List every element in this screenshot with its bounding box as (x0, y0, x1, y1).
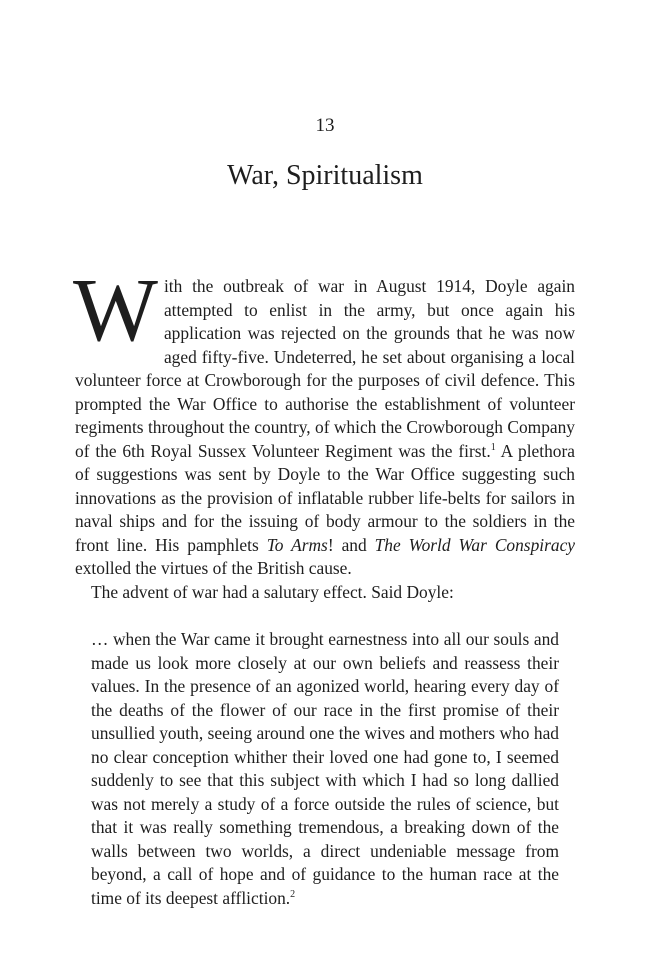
chapter-number: 13 (315, 115, 335, 136)
pamphlet-title: To Arms (266, 534, 328, 555)
block-quote (91, 628, 559, 910)
footnote-marker: 2 (290, 888, 296, 900)
drop-cap: W (73, 261, 158, 360)
paragraph-text: ith the outbreak of war in August 1914, Doyle again attempted to enlist in the army, but once again his application was rejected on the grounds that he was now aged fifty-five. Undeterred, he set about organising a local volunteer force at Crowborough for the purposes of civil defence. This prompted the War Office to authorise the establishment of volunteer regiments throughout the country, of which the Crowborough Company of the 6th Royal Sussex Volunteer Regiment was the first. (75, 276, 575, 461)
second-paragraph (75, 581, 575, 605)
quote-text: … when the War came it brought earnestness into all our souls and made us look more closely at our own beliefs and reassess their values. In the presence of an agonized world, hearing every day of the deaths of the flower of our race in the first promise of their unsullied youth, seeing around one the wives and mothers who had no clear conception whither their loved one had gone to, I seemed suddenly to see that this subject with which I had so long dallied was not merely a study of a force outside the rules of science, but that it was really something tremendous, a breaking down of the walls between two worlds, a direct undeniable message from beyond, a call of hope and of guidance to the human race at the time of its deepest affliction. (91, 629, 559, 908)
paragraph-text: A plethora of suggestions was sent by Doyle to the War Office suggesting such innovations as the provision of inflatable rubber life-belts for sailors in naval ships and for the issuing of body armour to the soldiers in the front line. His pamphlets (75, 440, 575, 555)
paragraph-text: ! and (327, 534, 375, 555)
opening-paragraph (73, 261, 576, 581)
chapter-title: War, Spiritualism (227, 160, 423, 191)
paragraph-text: The advent of war had a salutary effect. Said Doyle: (91, 581, 454, 602)
paragraph-text: extolled the virtues of the British cause. (75, 558, 352, 578)
chapter-body (73, 261, 576, 910)
pamphlet-title: The World War Conspiracy (374, 534, 576, 555)
footnote-marker: 1 (490, 441, 496, 453)
